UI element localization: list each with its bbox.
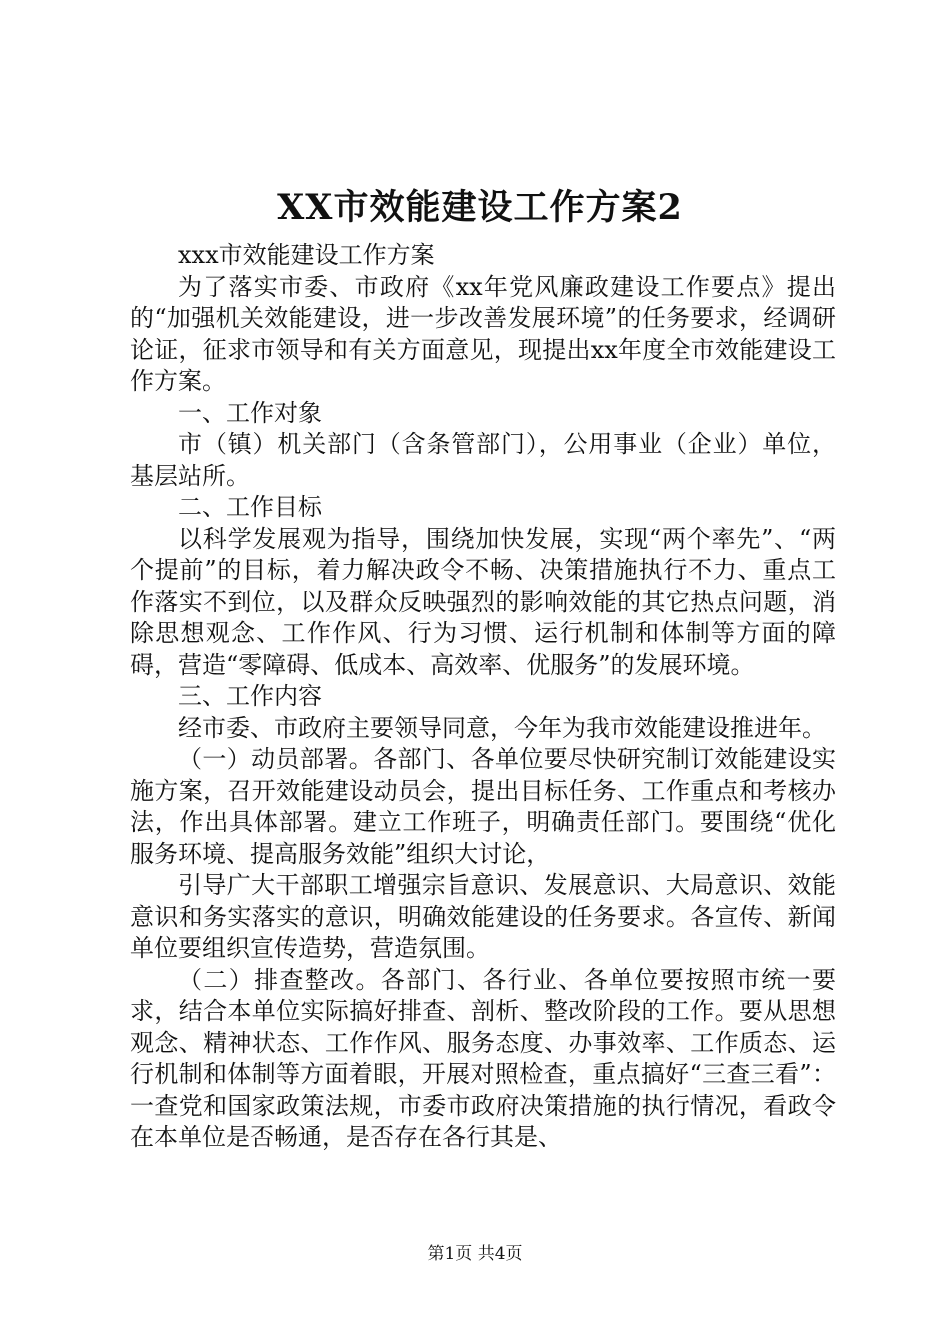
- paragraph: 以科学发展观为指导，围绕加快发展，实现“两个率先”、“两个提前”的目标，着力解决政令不畅、决策措施执行不力、重点工作落实不到位，以及群众反映强烈的影响效能的其它热点问题，消除思想观念、工作作风、行为习惯、运行机制和体制等方面的障碍，营造“零障碍、低成本、高效率、优服务”的发展环境。: [130, 524, 836, 679]
- paragraph: 经市委、市政府主要领导同意，今年为我市效能建设推进年。: [178, 713, 826, 742]
- section-heading: 三、工作内容: [178, 682, 322, 710]
- section-heading: 二、工作目标: [178, 493, 322, 521]
- paragraph: 市（镇）机关部门（含条管部门），公用事业（企业）单位，基层站所。: [130, 430, 836, 490]
- paragraph: 引导广大干部职工增强宗旨意识、发展意识、大局意识、效能意识和务实落实的意识，明确效能建设的任务要求。各宣传、新闻单位要组织宣传造势，营造氛围。: [130, 871, 836, 962]
- section-heading: 一、工作对象: [178, 398, 322, 427]
- page-title: XX市效能建设工作方案2: [277, 187, 683, 228]
- paragraph: xxx市效能建设工作方案: [178, 241, 435, 269]
- paragraph: （一）动员部署。各部门、各单位要尽快研究制订效能建设实施方案，召开效能建设动员会，提出目标任务、工作重点和考核办法，作出具体部署。建立工作班子，明确责任部门。要围绕“优化服务环境、提高服务效能”组织大讨论，: [130, 745, 836, 868]
- paragraph: 为了落实市委、市政府《xx年党风廉政建设工作要点》提出的“加强机关效能建设，进一步改善发展环境”的任务要求，经调研论证，征求市领导和有关方面意见，现提出xx年度全市效能建设工作方案。: [130, 272, 836, 395]
- paragraph: （二）排查整改。各部门、各行业、各单位要按照市统一要求，结合本单位实际搞好排查、剖析、整改阶段的工作。要从思想观念、精神状态、工作作风、服务态度、办事效率、工作质态、运行机制和体制等方面着眼，开展对照检查，重点搞好“三查三看”：一查党和国家政策法规，市委市政府决策措施的执行情况，看政令在本单位是否畅通，是否存在各行其是、: [130, 965, 836, 1151]
- page-footer: 第1页 共4页: [427, 1244, 523, 1264]
- document-body: [130, 240, 836, 1154]
